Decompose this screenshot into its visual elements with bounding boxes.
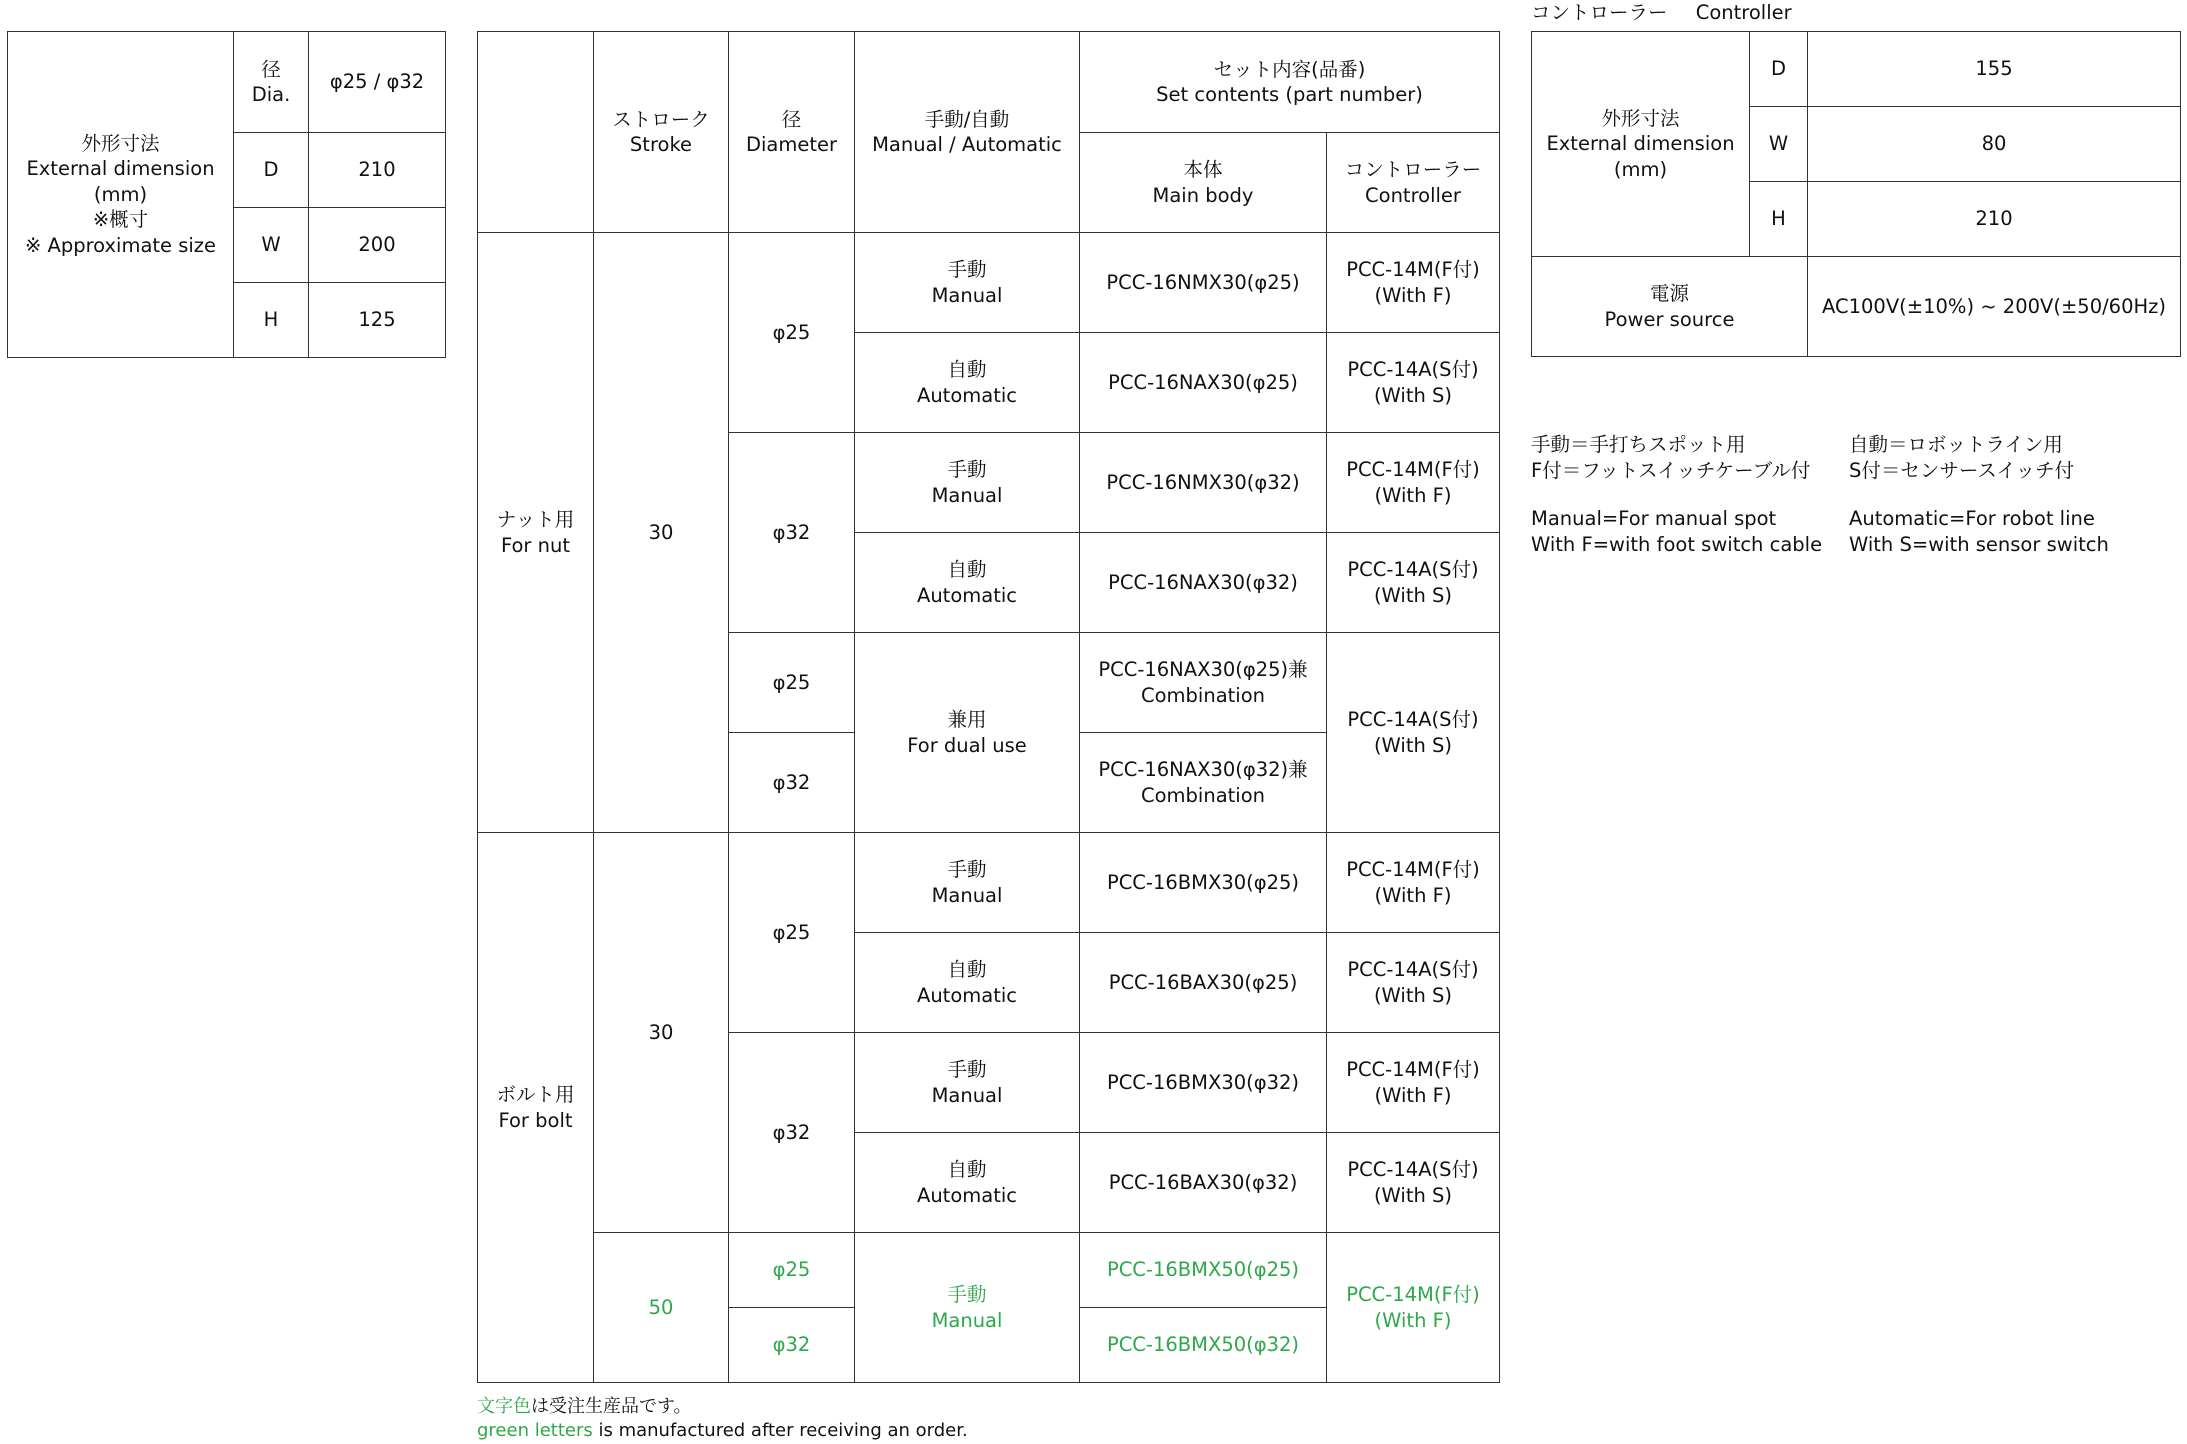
ctrl-model: PCC-14M(F付) (1346, 858, 1480, 882)
external-dimension-label (8, 32, 234, 358)
header-set-contents-ja: セット内容(品番) (1213, 57, 1366, 81)
ctrl-option: (With F) (1374, 1083, 1452, 1107)
approx-note-en: ※ Approximate size (24, 233, 217, 257)
ctrl-option: (With S) (1373, 733, 1453, 757)
mode-en: Manual (931, 1308, 1003, 1332)
controller-part-number (1327, 633, 1500, 833)
bolt-mto-dia-32: φ32 (729, 1308, 855, 1383)
legend-line: F付＝フットスイッチケーブル付 (1531, 459, 1811, 483)
power-source-label (1532, 257, 1808, 357)
body-part-number: PCC-16NAX30(φ25) (1080, 333, 1327, 433)
legend-line: Automatic=For robot line (1849, 507, 2095, 530)
mode-ja: 手動 (947, 258, 987, 282)
ctrl-option: (With S) (1373, 1183, 1453, 1207)
legend-en-left (1531, 506, 1822, 559)
controller-part-number (1327, 333, 1500, 433)
ctrl-model: PCC-14M(F付) (1346, 1058, 1480, 1082)
controller-part-number (1327, 833, 1500, 933)
header-main-body (1080, 133, 1327, 233)
bolt-stroke-50: 50 (594, 1233, 729, 1383)
dim-value-w: 200 (309, 208, 446, 283)
dim-key-h: H (234, 283, 309, 358)
header-stroke-en: Stroke (629, 133, 693, 156)
ctrl-model: PCC-14A(S付) (1347, 1158, 1479, 1182)
legend-line: 自動＝ロボットライン用 (1849, 433, 2063, 456)
header-mode-en: Manual / Automatic (872, 133, 1062, 156)
dim-key-d: D (234, 133, 309, 208)
mode-cell (855, 1033, 1080, 1133)
mode-en: For dual use (907, 733, 1027, 757)
ctrl-model: PCC-14M(F付) (1346, 458, 1480, 482)
note-rest-ja: は受注生産品です。 (531, 1396, 692, 1417)
header-main-body-en: Main body (1152, 183, 1254, 207)
power-label-ja: 電源 (1649, 282, 1689, 306)
body-part-number: PCC-16BMX30(φ25) (1080, 833, 1327, 933)
note-line-en (477, 1419, 968, 1443)
body-part-number: PCC-16NMX30(φ32) (1080, 433, 1327, 533)
dia-header-en: Dia. (251, 83, 291, 106)
mode-en: Manual (931, 883, 1003, 907)
header-set-contents (1080, 32, 1500, 133)
mode-en: Manual (931, 1083, 1003, 1107)
legend-line: With F=with foot switch cable (1531, 533, 1823, 557)
mode-en: Automatic (916, 383, 1017, 407)
mode-ja: 自動 (947, 558, 987, 582)
group-nut-ja: ナット用 (496, 508, 575, 532)
dia-header (234, 32, 309, 133)
power-label-en: Power source (1604, 307, 1735, 331)
mode-ja: 自動 (947, 358, 987, 382)
legend-ja-left (1531, 432, 1810, 485)
controller-part-number (1327, 433, 1500, 533)
group-label-nut (478, 233, 594, 833)
dim-value-h: 125 (309, 283, 446, 358)
mode-cell-dual (855, 633, 1080, 833)
header-diameter-ja: 径 (781, 107, 802, 131)
controller-part-number (1327, 1233, 1500, 1383)
header-stroke-ja: ストローク (612, 107, 710, 131)
controller-title-en: Controller (1695, 1, 1792, 24)
body-combination: Combination (1141, 683, 1265, 707)
ctrl-option: (With F) (1374, 1308, 1452, 1332)
group-bolt-ja: ボルト用 (496, 1083, 575, 1107)
ctrl-option: (With S) (1373, 983, 1453, 1007)
mode-cell (855, 333, 1080, 433)
body-part-number: PCC-16BAX30(φ25) (1080, 933, 1327, 1033)
note-rest-en: is manufactured after receiving an order. (592, 1420, 968, 1442)
dia-header-ja: 径 (261, 57, 281, 81)
header-controller (1327, 133, 1500, 233)
body-part-number: PCC-16BAX30(φ32) (1080, 1133, 1327, 1233)
mode-en: Automatic (916, 583, 1017, 607)
ctrl-model: PCC-14M(F付) (1346, 258, 1480, 282)
ctrl-model: PCC-14A(S付) (1347, 558, 1479, 582)
mode-cell (855, 533, 1080, 633)
controller-dimension-label (1532, 32, 1750, 257)
mode-ja: 手動 (947, 1283, 987, 1307)
bolt-mto-dia-25: φ25 (729, 1233, 855, 1308)
header-mode (855, 32, 1080, 233)
ctrl-option: (With F) (1374, 883, 1452, 907)
dimension-table (7, 31, 446, 358)
ext-dim-label-en: External dimension (26, 157, 215, 181)
legend-ja-right (1849, 432, 2074, 485)
mode-cell (855, 433, 1080, 533)
ctrl-dim-key-d: D (1750, 32, 1808, 107)
ctrl-dim-value-h: 210 (1808, 182, 2181, 257)
note-colored-en: green letters (477, 1420, 593, 1442)
controller-part-number (1327, 233, 1500, 333)
ctrl-model: PCC-14M(F付) (1346, 1283, 1480, 1307)
ctrl-model: PCC-14A(S付) (1347, 358, 1479, 382)
header-main-body-ja: 本体 (1183, 158, 1223, 182)
product-table (477, 31, 1500, 1383)
mode-en: Manual (931, 483, 1003, 507)
note-line-ja (477, 1395, 968, 1419)
ext-dim-label-ja: 外形寸法 (81, 132, 160, 156)
ctrl-option: (With F) (1374, 483, 1452, 507)
nut-dual-dia-32: φ32 (729, 733, 855, 833)
controller-title-ja: コントローラー (1531, 1, 1668, 24)
body-model: PCC-16NAX30(φ25)兼 (1098, 658, 1308, 682)
mode-ja: 手動 (947, 458, 987, 482)
bolt-stroke: 30 (594, 833, 729, 1233)
body-part-number (1080, 733, 1327, 833)
mode-cell (855, 933, 1080, 1033)
controller-part-number (1327, 1033, 1500, 1133)
mode-ja: 自動 (947, 1158, 987, 1182)
body-part-number (1080, 633, 1327, 733)
body-part-number: PCC-16BMX30(φ32) (1080, 1033, 1327, 1133)
ctrl-dim-label-ja: 外形寸法 (1601, 106, 1680, 130)
controller-spec-table (1531, 31, 2181, 357)
ctrl-option: (With F) (1374, 283, 1452, 307)
header-diameter-en: Diameter (745, 133, 838, 156)
body-part-number: PCC-16BMX50(φ25) (1080, 1233, 1327, 1308)
group-bolt-en: For bolt (498, 1108, 573, 1132)
dim-key-w: W (234, 208, 309, 283)
nut-dia-25: φ25 (729, 233, 855, 433)
ext-dim-unit: (mm) (93, 182, 148, 206)
body-part-number: PCC-16BMX50(φ32) (1080, 1308, 1327, 1383)
mode-cell-mto (855, 1233, 1080, 1383)
ctrl-dim-value-w: 80 (1808, 107, 2181, 182)
ctrl-option: (With S) (1373, 383, 1453, 407)
approx-note-ja: ※概寸 (92, 208, 149, 232)
ctrl-dim-key-h: H (1750, 182, 1808, 257)
controller-part-number (1327, 933, 1500, 1033)
ctrl-dim-value-d: 155 (1808, 32, 2181, 107)
ctrl-option: (With S) (1373, 583, 1453, 607)
mode-cell (855, 1133, 1080, 1233)
mode-ja: 手動 (947, 1058, 987, 1082)
bolt-dia-25: φ25 (729, 833, 855, 1033)
legend-line: S付＝センサースイッチ付 (1849, 459, 2075, 483)
legend-line: With S=with sensor switch (1849, 533, 2109, 557)
group-label-bolt (478, 833, 594, 1383)
legend-en-right (1849, 506, 2109, 559)
mode-en: Automatic (916, 983, 1017, 1007)
controller-part-number (1327, 1133, 1500, 1233)
mode-cell (855, 233, 1080, 333)
dia-value: φ25 / φ32 (309, 32, 446, 133)
dim-value-d: 210 (309, 133, 446, 208)
ctrl-dim-label-en: External dimension (1546, 132, 1735, 156)
note-colored-ja: 文字色 (477, 1396, 531, 1417)
body-part-number: PCC-16NAX30(φ32) (1080, 533, 1327, 633)
nut-dual-dia-25: φ25 (729, 633, 855, 733)
body-part-number: PCC-16NMX30(φ25) (1080, 233, 1327, 333)
nut-stroke: 30 (594, 233, 729, 833)
header-set-contents-en: Set contents (part number) (1156, 83, 1423, 106)
header-controller-ja: コントローラー (1344, 158, 1482, 182)
header-diameter (729, 32, 855, 233)
ctrl-model: PCC-14A(S付) (1347, 958, 1479, 982)
header-controller-en: Controller (1365, 183, 1461, 207)
body-combination: Combination (1141, 783, 1265, 807)
header-blank (478, 32, 594, 233)
mode-ja: 兼用 (947, 708, 987, 732)
mode-cell (855, 833, 1080, 933)
mode-en: Automatic (916, 1183, 1017, 1207)
mode-ja: 自動 (947, 958, 987, 982)
mode-ja: 手動 (947, 858, 987, 882)
controller-part-number (1327, 533, 1500, 633)
ctrl-dim-key-w: W (1750, 107, 1808, 182)
power-source-value: AC100V(±10%) ~ 200V(±50/60Hz) (1808, 257, 2181, 357)
ctrl-model: PCC-14A(S付) (1347, 708, 1479, 732)
legend-line: 手動＝手打ちスポット用 (1531, 433, 1746, 456)
bolt-dia-32: φ32 (729, 1033, 855, 1233)
legend-line: Manual=For manual spot (1531, 507, 1777, 530)
nut-dia-32: φ32 (729, 433, 855, 633)
ctrl-dim-unit: (mm) (1613, 157, 1668, 181)
header-mode-ja: 手動/自動 (924, 107, 1010, 131)
controller-section-title (1531, 0, 1792, 26)
body-model: PCC-16NAX30(φ32)兼 (1098, 758, 1308, 782)
made-to-order-note (477, 1395, 968, 1444)
mode-en: Manual (931, 283, 1003, 307)
header-stroke (594, 32, 729, 233)
group-nut-en: For nut (500, 533, 571, 557)
